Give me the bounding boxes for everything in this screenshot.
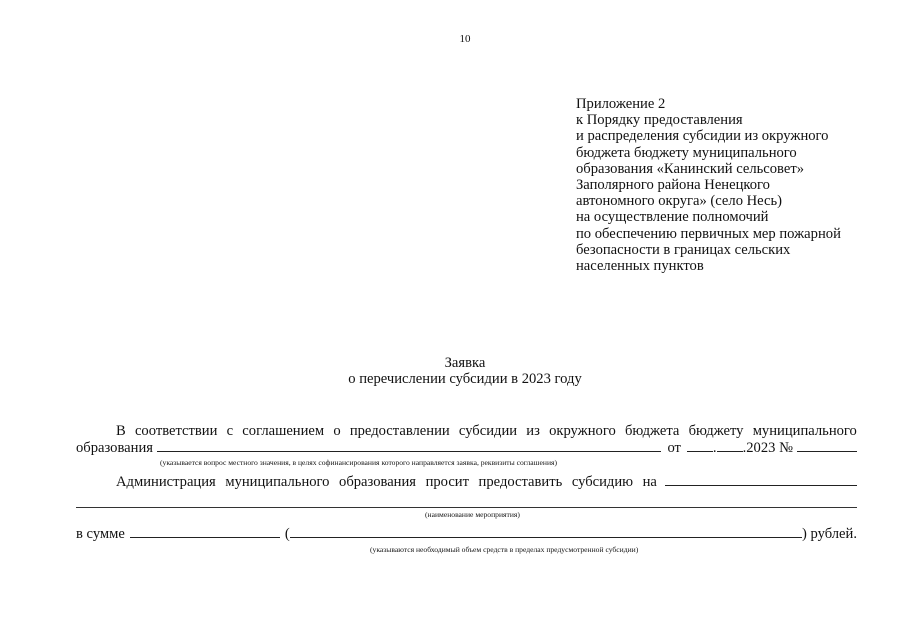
- word: предоставлении: [349, 423, 450, 439]
- word: о: [333, 423, 341, 439]
- appendix-line: образования «Канинский сельсовет»: [576, 160, 805, 177]
- amount-paragraph: [76, 526, 857, 543]
- appendix-line: бюджета бюджету муниципального: [576, 144, 797, 161]
- open-paren: (: [284, 526, 290, 542]
- word: бюджету: [688, 423, 744, 439]
- appendix-line: автономного округа» (село Несь): [576, 193, 783, 210]
- justified-text: [116, 423, 857, 440]
- rubles-label: ) рублей.: [802, 526, 857, 542]
- word: образования: [339, 474, 417, 490]
- appendix-line: на осуществление полномочий: [576, 209, 769, 226]
- page-number: 10: [459, 33, 471, 45]
- justified-text: [116, 474, 657, 491]
- paragraph-line: [76, 526, 857, 543]
- word: Администрация: [116, 474, 216, 490]
- municipality-blank[interactable]: [157, 440, 661, 452]
- word: В: [116, 423, 126, 439]
- appendix-line: к Порядку предоставления: [576, 112, 743, 129]
- event-name-line[interactable]: [76, 507, 857, 508]
- purpose-blank[interactable]: [665, 474, 857, 486]
- word: с: [226, 423, 234, 439]
- request-paragraph: [76, 474, 857, 491]
- field-hint: (указываются необходимый объем средств в пределах предусмотренной субсидии): [370, 545, 639, 554]
- appendix-line: безопасности в границах сельских: [576, 241, 791, 258]
- word: на: [642, 474, 657, 490]
- word: бюджета: [624, 423, 680, 439]
- word: муниципального: [225, 474, 330, 490]
- document-title: [0, 355, 906, 388]
- date-from-label: от: [667, 439, 681, 456]
- appendix-line: по обеспечению первичных мер пожарной: [576, 225, 841, 242]
- municipality-label: образования: [76, 439, 153, 456]
- word: просит: [425, 474, 469, 490]
- agreement-paragraph: [76, 423, 857, 472]
- word: муниципального: [752, 423, 857, 439]
- word: из: [526, 423, 540, 439]
- paragraph-line: [76, 474, 857, 491]
- amount-digits-blank[interactable]: [130, 526, 280, 538]
- title-line: Заявка: [444, 355, 486, 371]
- word: соответствии: [134, 423, 218, 439]
- field-hint: (наименование мероприятия): [425, 510, 520, 519]
- appendix-line: Заполярного района Ненецкого: [576, 177, 770, 194]
- word: субсидии: [458, 423, 518, 439]
- appendix-line: населенных пунктов: [576, 258, 704, 275]
- title-line: о перечислении субсидии в 2023 году: [348, 371, 582, 388]
- agreement-number-blank[interactable]: [797, 440, 857, 452]
- word: субсидию: [571, 474, 634, 490]
- word: окружного: [549, 423, 616, 439]
- paragraph-line: [76, 423, 857, 440]
- year-number-label: .2023 №: [742, 439, 793, 456]
- word: соглашением: [242, 423, 325, 439]
- appendix-block: [576, 96, 841, 274]
- amount-label: в сумме: [76, 526, 125, 542]
- word: предоставить: [478, 474, 563, 490]
- field-hint: (указывается вопрос местного значения, в целях софинансирования которого направляется заявка, реквизиты соглашения): [160, 458, 558, 467]
- amount-words-blank[interactable]: [290, 526, 802, 538]
- paragraph-line: образования от . .2023 №: [76, 440, 857, 457]
- appendix-line: Приложение 2: [576, 96, 666, 112]
- date-month-blank[interactable]: [717, 440, 743, 452]
- date-day-blank[interactable]: [687, 440, 713, 452]
- appendix-line: и распределения субсидии из окружного: [576, 128, 829, 145]
